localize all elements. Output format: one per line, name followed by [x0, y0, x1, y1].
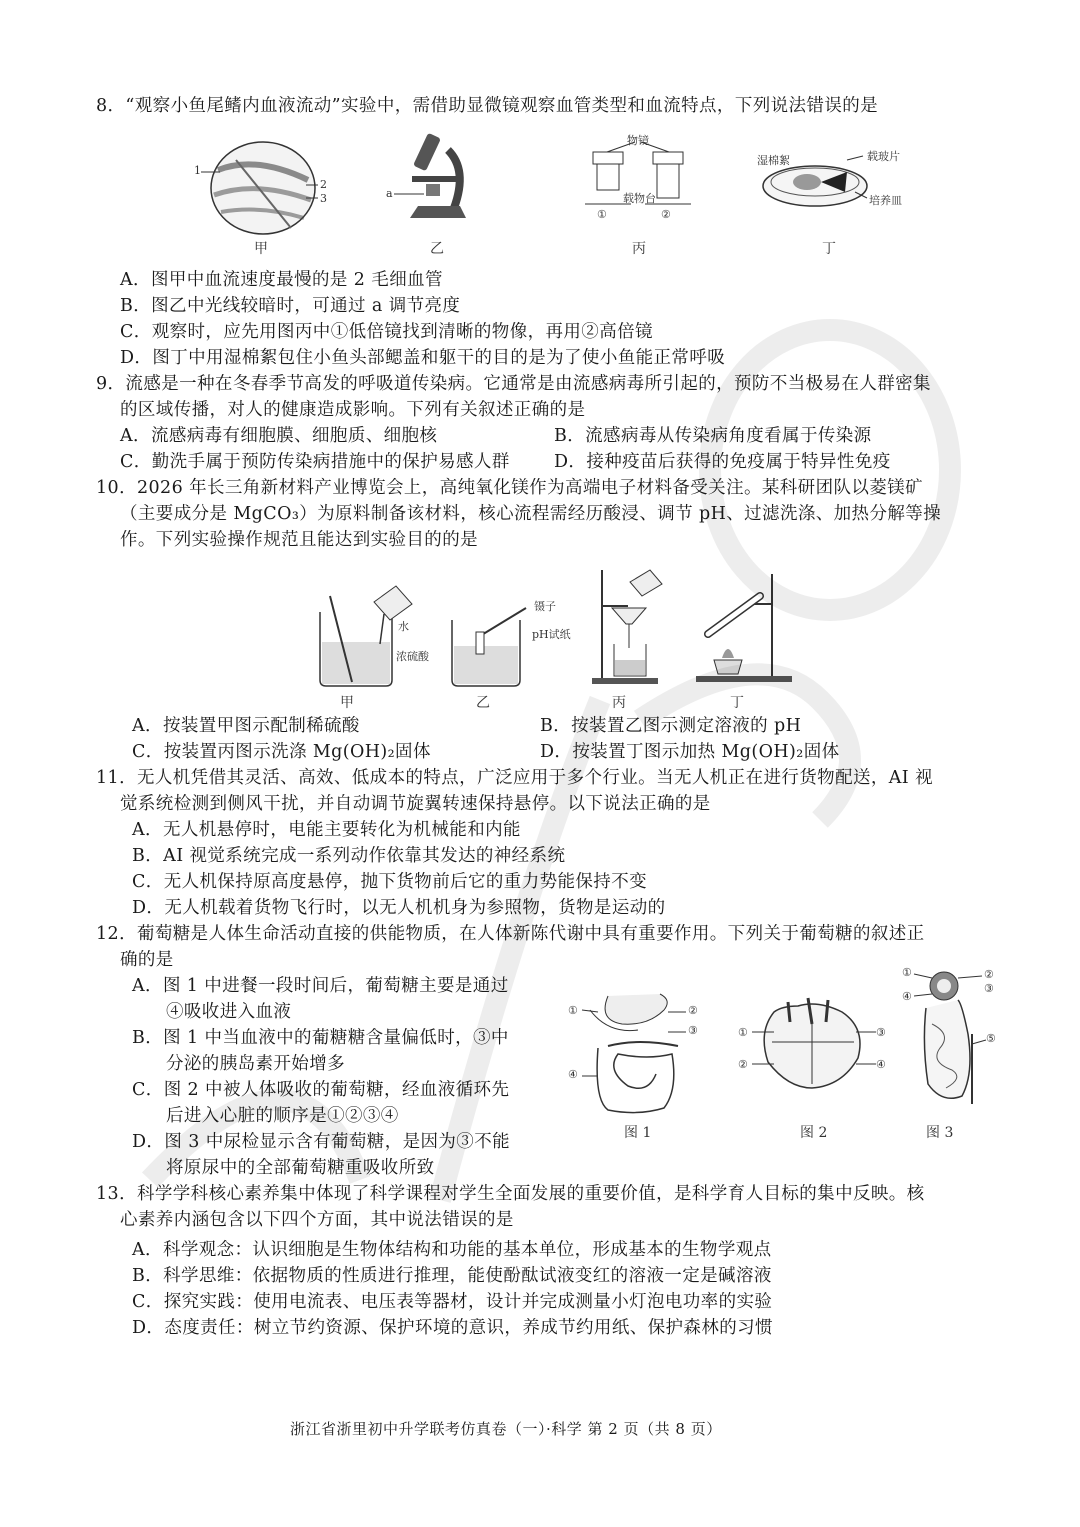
fig3-mark-3: ③ [984, 982, 994, 995]
q12-caption-2: 图 2 [800, 1125, 828, 1141]
blood-vessel-diagram [196, 140, 326, 240]
q8-fig-jia [196, 140, 326, 244]
q8-option-c: C．观察时，应先用图丙中①低倍镜找到清晰的物像，再用②高倍镜 [120, 322, 653, 342]
q12-stem-line2: 确的是 [120, 950, 174, 970]
q10-stem-line1: 10．2026 年长三角新材料产业博览会上，高纯氧化镁作为高端电子材料备受关注。某科研团队以菱镁矿 [96, 478, 923, 498]
microscope-icon [390, 130, 480, 230]
q10-option-c: C．按装置丙图示洗涤 Mg(OH)₂固体 [132, 742, 431, 762]
q13-stem-line2: 心素养内涵包含以下四个方面，其中说法错误的是 [120, 1210, 514, 1230]
label-cotton: 湿棉絮 [757, 154, 790, 167]
label-tweezers: 镊子 [534, 600, 556, 613]
fig2-mark-3: ③ [876, 1026, 886, 1039]
q12-fig-1 [568, 990, 718, 1124]
q11-stem-line1: 11．无人机凭借其灵活、高效、低成本的特点，广泛应用于多个行业。当无人机正在进行货物配送，AI 视 [96, 768, 933, 788]
label-2: 2 [320, 178, 327, 191]
q10-option-b: B．按装置乙图示测定溶液的 pH [540, 716, 802, 736]
q8-stem: 8．“观察小鱼尾鳍内血液流动”实验中，需借助显微镜观察血管类型和血流特点，下列说法错误的是 [96, 96, 879, 116]
q10-fig-ding [688, 570, 798, 690]
fig2-mark-1: ① [738, 1026, 748, 1039]
label-dish: 培养皿 [869, 194, 902, 207]
label-3: 3 [320, 192, 327, 205]
q8-caption-ding: 丁 [822, 241, 836, 257]
ph-test-diagram [448, 596, 528, 692]
q12-option-d-line1: D．图 3 中尿检显示含有葡萄糖，是因为③不能 [132, 1132, 510, 1152]
q12-option-a-line2: ④吸收进入血液 [166, 1002, 292, 1022]
q11-stem-line2: 觉系统检测到侧风干扰，并自动调节旋翼转速保持悬停。以下说法正确的是 [120, 794, 711, 814]
label-circle-1: ① [597, 208, 607, 221]
q13-option-c: C．探究实践：使用电流表、电压表等器材，设计并完成测量小灯泡电功率的实验 [132, 1292, 773, 1312]
q11-option-a: A．无人机悬停时，电能主要转化为机械能和内能 [132, 820, 521, 840]
q8-option-d: D．图丁中用湿棉絮包住小鱼头部鳃盖和躯干的目的是为了使小鱼能正常呼吸 [120, 348, 726, 368]
q13-option-a: A．科学观念：认识细胞是生物体结构和功能的基本单位，形成基本的生物学观点 [132, 1240, 772, 1260]
fig1-mark-4: ④ [568, 1068, 578, 1081]
q10-option-a: A．按装置甲图示配制稀硫酸 [132, 716, 360, 736]
q11-option-d: D．无人机载着货物飞行时，以无人机机身为参照物，货物是运动的 [132, 898, 666, 918]
q8-fig-ding [755, 148, 905, 222]
q13-option-b: B．科学思维：依据物质的性质进行推理，能使酚酞试液变红的溶液一定是碱溶液 [132, 1266, 772, 1286]
label-objective: 物镜 [627, 134, 649, 147]
q12-option-b-line1: B．图 1 中当血液中的葡糖糖含量偏低时，③中 [132, 1028, 509, 1048]
q8-caption-jia: 甲 [254, 241, 268, 257]
q10-stem-line2: （主要成分是 MgCO₃）为原料制备该材料，核心流程需经历酸浸、调节 pH、过滤洗涤、加热分解等操 [120, 504, 942, 524]
q8-option-a: A．图甲中血流速度最慢的是 2 毛细血管 [120, 270, 443, 290]
fig3-mark-1: ① [902, 966, 912, 979]
q12-caption-3: 图 3 [926, 1125, 954, 1141]
q11-option-c: C．无人机保持原高度悬停，抛下货物前后它的重力势能保持不变 [132, 872, 647, 892]
filtration-diagram [588, 566, 668, 686]
q10-fig-bing [588, 566, 668, 690]
fig2-mark-2: ② [738, 1058, 748, 1071]
q9-stem-line2: 的区域传播，对人的健康造成影响。下列有关叙述正确的是 [120, 400, 586, 420]
q8-option-b: B．图乙中光线较暗时，可通过 a 调节亮度 [120, 296, 461, 316]
fig1-mark-3: ③ [688, 1024, 698, 1037]
heart-diagram [738, 992, 888, 1092]
q10-caption-jia: 甲 [340, 695, 354, 711]
q12-fig-2 [738, 992, 888, 1096]
fig3-mark-5: ⑤ [986, 1032, 996, 1045]
q12-option-d-line2: 将原尿中的全部葡萄糖重吸收所致 [166, 1158, 435, 1178]
q10-fig-jia [312, 582, 429, 696]
label-1: 1 [194, 164, 201, 177]
q13-option-d: D．态度责任：树立节约资源、保护环境的意识，养成节约用纸、保护森林的习惯 [132, 1318, 773, 1338]
q9-option-c: C．勤洗手属于预防传染病措施中的保护易感人群 [120, 452, 510, 472]
q12-stem-line1: 12．葡萄糖是人体生命活动直接的供能物质，在人体新陈代谢中具有重要作用。下列关于葡萄糖的叙述正 [96, 924, 925, 944]
q12-caption-1: 图 1 [624, 1125, 652, 1141]
q10-caption-bing: 丙 [612, 695, 626, 711]
q8-fig-yi [386, 130, 480, 234]
heating-test-tube-diagram [688, 570, 798, 686]
label-a: a [386, 187, 393, 200]
fig1-mark-2: ② [688, 1004, 698, 1017]
label-stage: 载物台 [623, 192, 656, 205]
q10-stem-line3: 作。下列实验操作规范且能达到实验目的的是 [120, 530, 478, 550]
q9-option-a: A．流感病毒有细胞膜、细胞质、细胞核 [120, 426, 438, 446]
q9-option-b: B．流感病毒从传染病角度看属于传染源 [554, 426, 872, 446]
q9-option-d: D．接种疫苗后获得的免疫属于特异性免疫 [554, 452, 891, 472]
q12-option-b-line2: 分泌的胰岛素开始增多 [166, 1054, 345, 1074]
fig1-mark-1: ① [568, 1004, 578, 1017]
label-circle-2: ② [661, 208, 671, 221]
label-ph-paper: pH试纸 [532, 628, 571, 641]
q12-option-c-line2: 后进入心脏的顺序是①②③④ [166, 1106, 399, 1126]
q10-caption-yi: 乙 [476, 695, 490, 711]
fig3-mark-2: ② [984, 968, 994, 981]
page-footer: 浙江省浙里初中升学联考仿真卷（一）·科学 第 2 页（共 8 页） [290, 1420, 722, 1438]
q13-stem-line1: 13．科学学科核心素养集中体现了科学课程对学生全面发展的重要价值，是科学育人目标的集中反映。核 [96, 1184, 925, 1204]
q8-caption-yi: 乙 [430, 241, 444, 257]
q10-fig-yi [448, 596, 571, 696]
label-acid: 浓硫酸 [396, 650, 429, 663]
label-water: 水 [398, 620, 409, 633]
fig3-mark-4: ④ [902, 990, 912, 1003]
beaker-dilution-diagram [312, 582, 422, 692]
q12-option-c-line1: C．图 2 中被人体吸收的葡萄糖，经血液循环先 [132, 1080, 510, 1100]
label-slide: 载玻片 [867, 150, 900, 163]
q10-caption-ding: 丁 [730, 695, 744, 711]
fig2-mark-4: ④ [876, 1058, 886, 1071]
q8-caption-bing: 丙 [632, 241, 646, 257]
q8-fig-bing [585, 132, 695, 231]
q12-option-a-line1: A．图 1 中进餐一段时间后，葡萄糖主要是通过 [132, 976, 509, 996]
q12-fig-3 [902, 964, 1002, 1118]
q10-option-d: D．按装置丁图示加热 Mg(OH)₂固体 [540, 742, 840, 762]
q9-stem-line1: 9．流感是一种在冬春季节高发的呼吸道传染病。它通常是由流感病毒所引起的，预防不当极易在人群密集 [96, 374, 931, 394]
q11-option-b: B．AI 视觉系统完成一系列动作依靠其发达的神经系统 [132, 846, 566, 866]
